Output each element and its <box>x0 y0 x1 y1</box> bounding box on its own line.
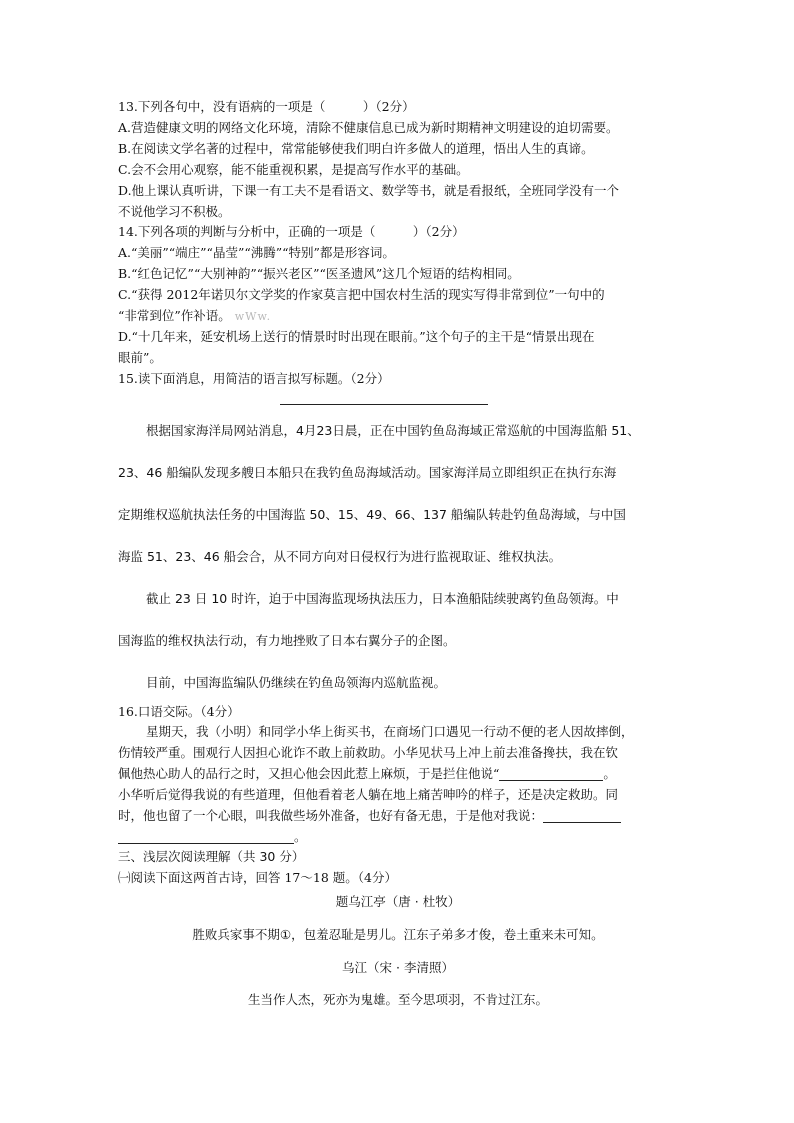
q14-option-d-line2: 眼前”。 <box>118 350 162 365</box>
q14-option-c-line2-text: “非常到位”作补语。 <box>118 308 231 323</box>
q16-line3-end: 。 <box>603 766 616 781</box>
poem2-title: 乌江（宋 · 李清照） <box>342 960 454 975</box>
q16-blank-1[interactable] <box>499 766 603 781</box>
q13-stem: 13.下列各句中，没有语病的一项是（ ）（2分） <box>118 99 415 114</box>
q16-blank-2b[interactable] <box>118 829 294 844</box>
news-paragraph-2-line1: 截止 23 日 10 时许，迫于中国海监现场执法压力，日本渔船陆续驶离钓鱼岛领海。中 <box>146 591 619 606</box>
q16-line6 <box>118 827 678 847</box>
q16-line6-end: 。 <box>294 829 307 844</box>
watermark-text: wWw. <box>234 310 272 323</box>
q15-stem: 15.读下面消息，用简洁的语言拟写标题。（2分） <box>118 371 390 386</box>
poem2-line: 生当作人杰，死亦为鬼雄。至今思项羽，不肯过江东。 <box>247 992 548 1007</box>
q14-stem: 14.下列各项的判断与分析中，正确的一项是（ ）（2分） <box>118 224 465 239</box>
q13-option-d-line1: D.他上课认真听讲，下课一有工夫不是看语文、数学等书，就是看报纸，全班同学没有一个 <box>118 183 620 198</box>
q14-option-c-line2 <box>118 306 678 327</box>
q16-line2: 伤情较严重。围观行人因担心讹诈不敢上前救助。小华见状马上冲上前去准备搀扶，我在钦 <box>118 745 619 760</box>
news-paragraph-3: 目前，中国海监编队仍继续在钓鱼岛领海内巡航监视。 <box>146 675 447 690</box>
q15-answer-line <box>280 404 488 405</box>
section3-title: 三、浅层次阅读理解（共 30 分） <box>118 849 305 864</box>
q16-line4: 小华听后觉得我说的有些道理，但他看着老人躺在地上痛苦呻吟的样子，还是决定救助。同 <box>118 787 619 802</box>
poem1-title: 题乌江亭（唐 · 杜牧） <box>335 894 461 909</box>
news-paragraph-1-line3: 定期维权巡航执法任务的中国海监 50、15、49、66、137 船编队转赴钓鱼岛海域，与中国 <box>118 507 626 522</box>
q16-line5 <box>118 806 678 826</box>
news-paragraph-2-line2: 国海监的维权执法行动，有力地挫败了日本右翼分子的企图。 <box>118 633 456 648</box>
section3-intro: ㈠阅读下面这两首古诗，回答 17～18 题。（4分） <box>118 870 397 885</box>
q16-stem: 16.口语交际。（4分） <box>118 704 240 719</box>
news-paragraph-1-line1: 根据国家海洋局网站消息，4月23日晨，正在中国钓鱼岛海域正常巡航的中国海监船 51、 <box>146 423 640 438</box>
news-paragraph-1-line2: 23、46 船编队发现多艘日本船只在我钓鱼岛海域活动。国家海洋局立即组织正在执行东海 <box>118 465 617 480</box>
q16-line3 <box>118 764 678 784</box>
q16-line1: 星期天，我（小明）和同学小华上街买书，在商场门口遇见一行动不便的老人因故摔倒， <box>146 724 634 739</box>
q13-option-c: C.会不会用心观察，能不能重视积累，是提高写作水平的基础。 <box>118 162 469 177</box>
q16-line5-text: 时，他也留了一个心眼，叫我做些场外准备，也好有备无患，于是他对我说： <box>118 808 544 823</box>
news-paragraph-1-line4: 海监 51、23、46 船会合，从不同方向对日侵权行为进行监视取证、维权执法。 <box>118 549 562 564</box>
q13-option-d-line2: 不说他学习不积极。 <box>118 204 231 219</box>
poem1-line: 胜败兵家事不期①，包羞忍耻是男儿。江东子弟多才俊，卷土重来未可知。 <box>192 927 604 942</box>
q14-option-a: A.“美丽”“端庄”“晶莹”“沸腾”“特别”都是形容词。 <box>118 245 395 260</box>
q14-option-b: B.“红色记忆”“大别神韵”“振兴老区”“医圣遗风”这几个短语的结构相同。 <box>118 266 520 281</box>
q16-blank-2a[interactable] <box>543 808 621 823</box>
q14-option-d-line1: D.“十几年来，延安机场上送行的情景时时出现在眼前。”这个句子的主干是“情景出现在 <box>118 329 595 344</box>
q13-option-b: B.在阅读文学名著的过程中，常常能够使我们明白许多做人的道理，悟出人生的真谛。 <box>118 141 594 156</box>
q16-line3-text: 佩他热心助人的品行之时，又担心他会因此惹上麻烦，于是拦住他说“ <box>118 766 500 781</box>
q14-option-c-line1: C.“获得 2012年诺贝尔文学奖的作家莫言把中国农村生活的现实写得非常到位”一句中的 <box>118 287 605 302</box>
q13-option-a: A.营造健康文明的网络文化环境，清除不健康信息已成为新时期精神文明建设的迫切需要。 <box>118 120 619 135</box>
